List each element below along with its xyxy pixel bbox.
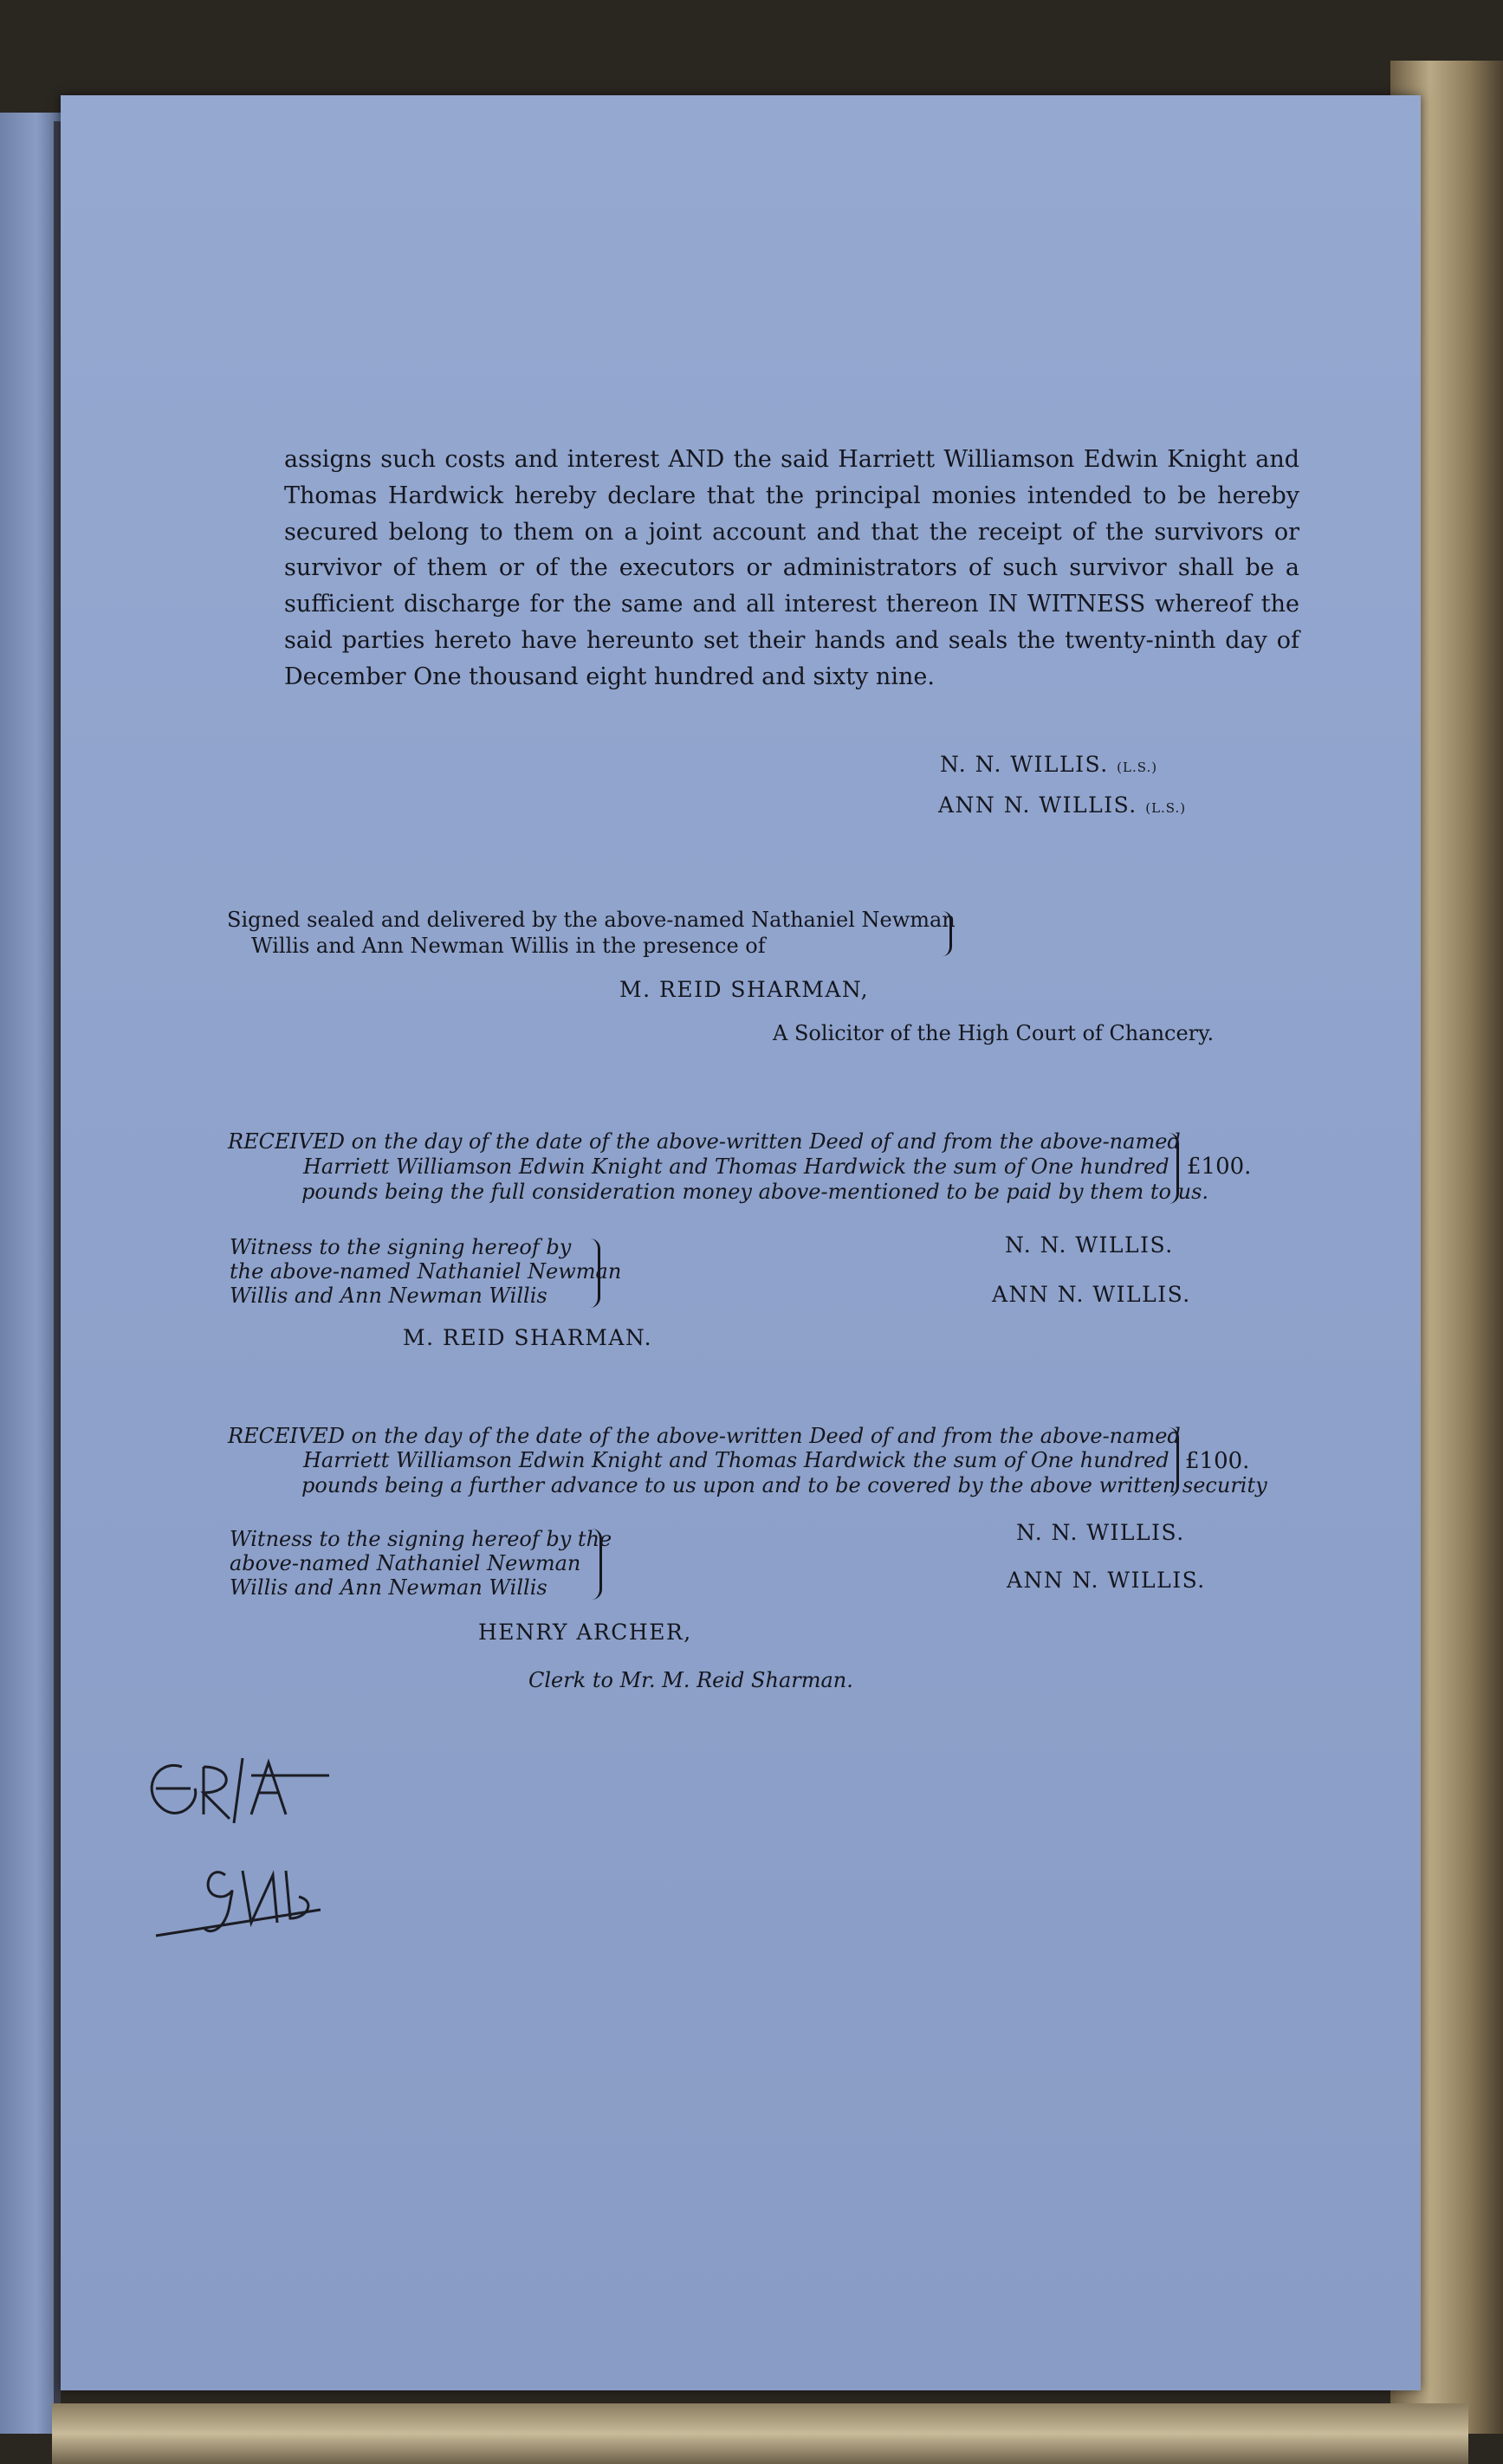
signatory-name: N. N. WILLIS. (940, 752, 1109, 777)
receipt-2-witness-line-3: Willis and Ann Newman Willis (230, 1575, 547, 1600)
receipt-2-brace (1168, 1427, 1179, 1497)
receipt-2-amount: £100. (1185, 1448, 1250, 1474)
attestation-brace (943, 911, 952, 956)
deed-paragraph: assigns such costs and interest AND the said Harriett Williamson Edwin Knight and Thomas Hardwick hereby declare that the principal monies intended to be hereby secured belong to them on a joint account and that the receipt of the survivors or survivor of them or of the executors or administrators of such survivor shall be a sufficient discharge for the same and all interest thereon IN WITNESS whereof the said parties hereto have hereunto set their hands and seals the twenty-ninth day of December One thousand eight hundred and sixty nine. (284, 446, 1299, 690)
receipt-1-line-1: RECEIVED on the day of the date of the above-written Deed of and from the above-named (228, 1129, 1181, 1154)
receipt-2-witness-line-1: Witness to the signing hereof by the (230, 1527, 612, 1551)
receipt-1-signatory-1: N. N. WILLIS. (1005, 1232, 1174, 1258)
receipt-2-signatory-2: ANN N. WILLIS. (1007, 1568, 1206, 1593)
receipt-2-witness-line-2: above-named Nathaniel Newman (230, 1551, 581, 1575)
receipt-2-witness-title: Clerk to Mr. M. Reid Sharman. (528, 1668, 853, 1692)
receipt-1-line-2: Harriett Williamson Edwin Knight and Thomas Hardwick the sum of One hundred (303, 1154, 1169, 1179)
document-page (61, 95, 1421, 2390)
adjacent-page-left (0, 113, 61, 2434)
attestation-witness-title: A Solicitor of the High Court of Chancery. (773, 1021, 1215, 1045)
receipt-1-line-3: pounds being the full consideration money above-mentioned to be paid by them to us. (301, 1180, 1209, 1204)
receipt-1-witness: M. REID SHARMAN. (403, 1325, 653, 1350)
receipt-2-line-3: pounds being a further advance to us upon and to be covered by the above written security (301, 1473, 1267, 1497)
attestation-line-2: Willis and Ann Newman Willis in the presence of (251, 934, 766, 958)
receipt-2-line-2: Harriett Williamson Edwin Knight and Thomas Hardwick the sum of One hundred (303, 1448, 1169, 1472)
receipt-2-witness-brace (591, 1529, 602, 1600)
receipt-2-witness: HENRY ARCHER, (478, 1620, 692, 1645)
seal-mark: (L.S.) (1145, 800, 1187, 816)
receipt-1-witness-brace (589, 1238, 600, 1308)
handwritten-initials (121, 1741, 381, 2027)
receipt-1-witness-line-2: the above-named Nathaniel Newman (230, 1259, 622, 1284)
receipt-1-brace (1168, 1133, 1179, 1204)
receipt-1-witness-line-3: Willis and Ann Newman Willis (230, 1284, 547, 1308)
receipt-2-line-1: RECEIVED on the day of the date of the above-written Deed of and from the above-named (228, 1424, 1181, 1448)
receipt-1-witness-line-1: Witness to the signing hereof by (230, 1235, 572, 1259)
binding-gutter (54, 121, 61, 2425)
receipt-1-amount: £100. (1187, 1154, 1252, 1180)
receipt-1-signatory-2: ANN N. WILLIS. (992, 1282, 1191, 1307)
signatory-name: ANN N. WILLIS. (938, 792, 1137, 818)
attestation-line-1: Signed sealed and delivered by the above-named Nathaniel Newman (227, 908, 956, 932)
stacked-page-bottom (52, 2403, 1468, 2464)
receipt-2-signatory-1: N. N. WILLIS. (1016, 1520, 1185, 1545)
seal-mark: (L.S.) (1117, 760, 1158, 775)
deed-signatory-2 (938, 792, 1186, 818)
attestation-witness: M. REID SHARMAN, (619, 977, 870, 1002)
deed-signatory-1 (940, 752, 1157, 777)
